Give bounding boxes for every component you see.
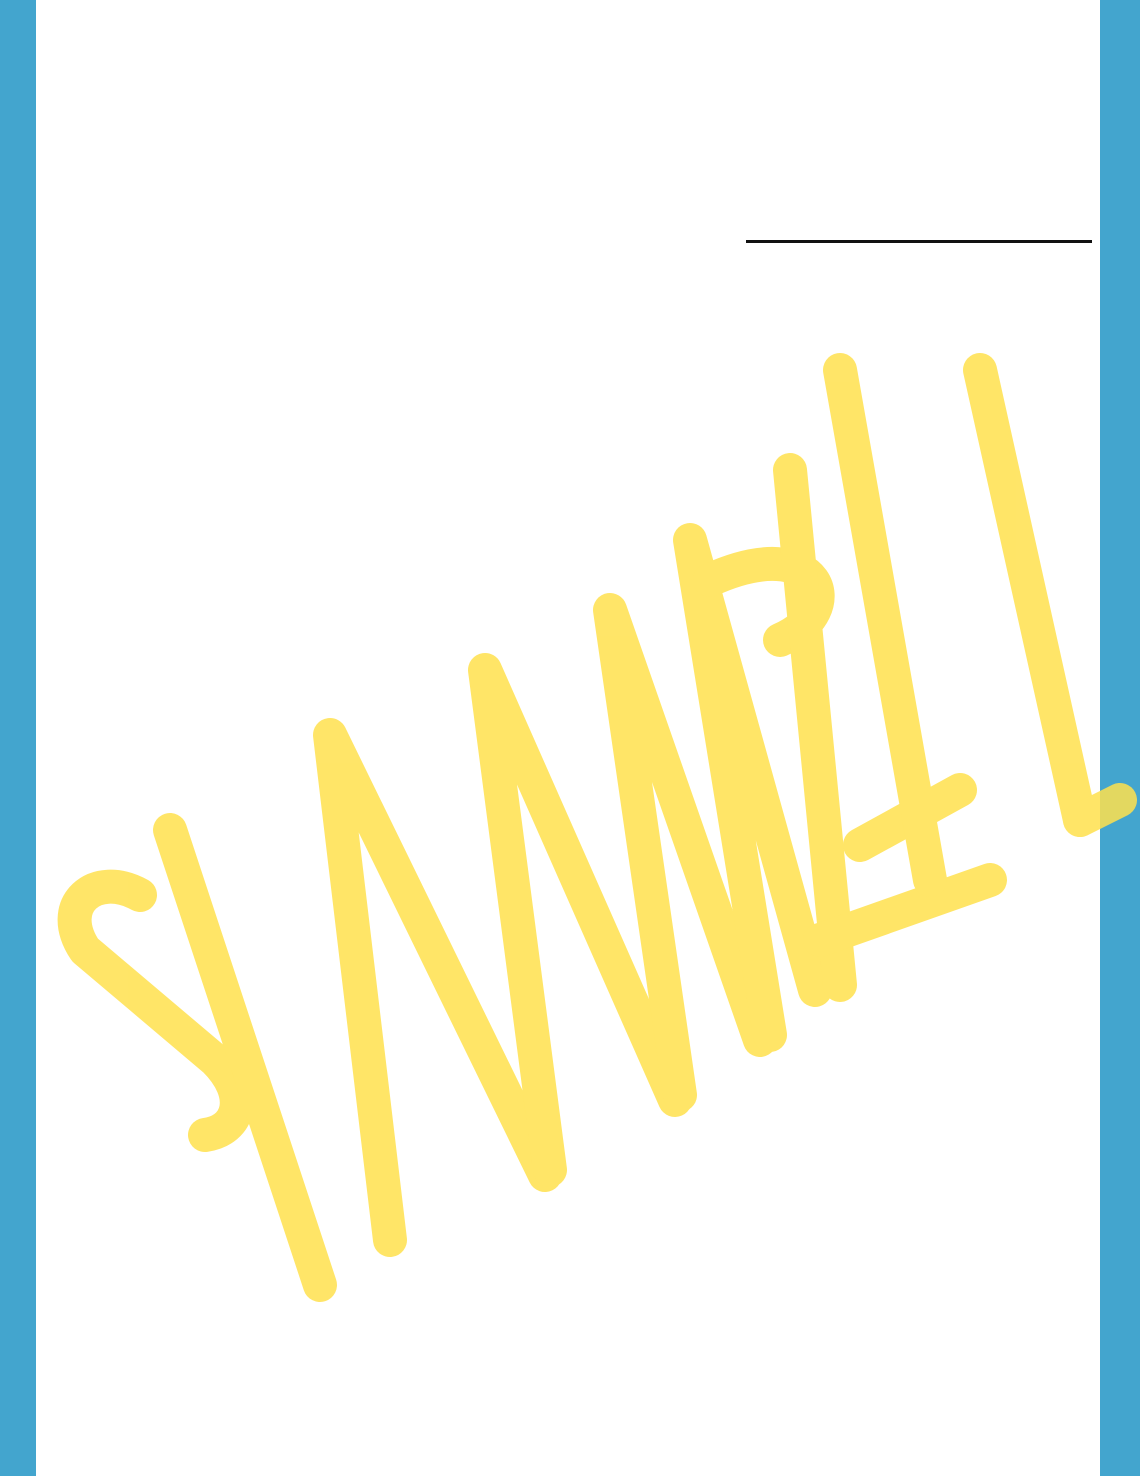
- pencil-border-top: [0, 0, 1140, 190]
- sign-in-table: [33, 377, 1099, 1319]
- pencil-border-bottom: [0, 1320, 1140, 1476]
- week-of-blank-line: [746, 240, 1092, 243]
